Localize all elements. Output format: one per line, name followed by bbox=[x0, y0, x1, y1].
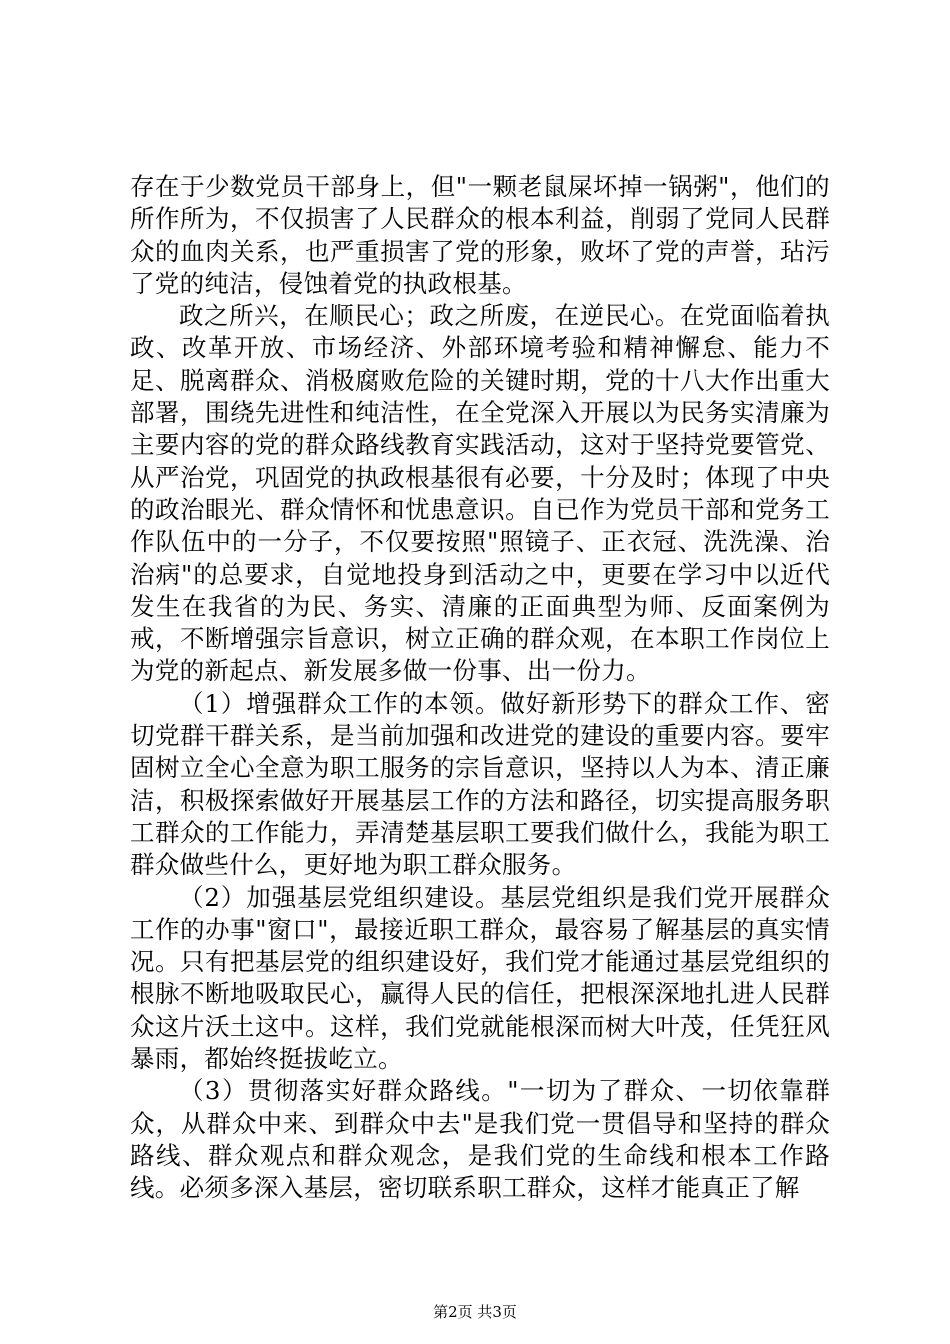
paragraph: （2）加强基层党组织建设。基层党组织是我们党开展群众工作的办事"窗口"，最接近职工群众，最容易了解基层的真实情况。只有把基层党的组织建设好，我们党才能通过基层党组织的根脉不断地吸取民心，赢得人民的信任，把根深深地扎进人民群众这片沃土这中。这样，我们党就能根深而树大叶茂，任凭狂风暴雨，都始终挺拔屹立。 bbox=[130, 882, 830, 1074]
document-body bbox=[130, 171, 830, 1205]
paragraph: 政之所兴，在顺民心；政之所废，在逆民心。在党面临着执政、改革开放、市场经济、外部环境考验和精神懈怠、能力不足、脱离群众、消极腐败危险的关键时期，党的十八大作出重大部署，围绕先进性和纯洁性，在全党深入开展以为民务实清廉为主要内容的党的群众路线教育实践活动，这对于坚持党要管党、从严治党，巩固党的执政根基很有必要，十分及时；体现了中央的政治眼光、群众情怀和忧患意识。自已作为党员干部和党务工作队伍中的一分子，不仅要按照"照镜子、正衣冠、洗洗澡、治治病"的总要求，自觉地投身到活动之中，更要在学习中以近代发生在我省的为民、务实、清廉的正面典型为师、反面案例为戒，不断增强宗旨意识，树立正确的群众观，在本职工作岗位上为党的新起点、新发展多做一份事、出一份力。 bbox=[130, 301, 830, 686]
paragraph: （1）增强群众工作的本领。做好新形势下的群众工作、密切党群干群关系，是当前加强和改进党的建设的重要内容。要牢固树立全心全意为职工服务的宗旨意识，坚持以人为本、清正廉洁，积极探索做好开展基层工作的方法和路径，切实提高服务职工群众的工作能力，弄清楚基层职工要我们做什么，我能为职工群众做些什么，更好地为职工群众服务。 bbox=[130, 688, 830, 880]
paragraph: （3）贯彻落实好群众路线。"一切为了群众、一切依靠群众，从群众中来、到群众中去"是我们党一贯倡导和坚持的群众路线、群众观点和群众观念，是我们党的生命线和根本工作路线。必须多深入基层，密切联系职工群众，这样才能真正了解 bbox=[130, 1076, 830, 1203]
page-number-footer: 第2页 共3页 bbox=[433, 1303, 517, 1321]
paragraph: 存在于少数党员干部身上，但"一颗老鼠屎坏掉一锅粥"，他们的所作所为，不仅损害了人民群众的根本利益，削弱了党同人民群众的血肉关系，也严重损害了党的形象，败坏了党的声誉，玷污了党的纯洁，侵蚀着党的执政根基。 bbox=[130, 172, 830, 298]
